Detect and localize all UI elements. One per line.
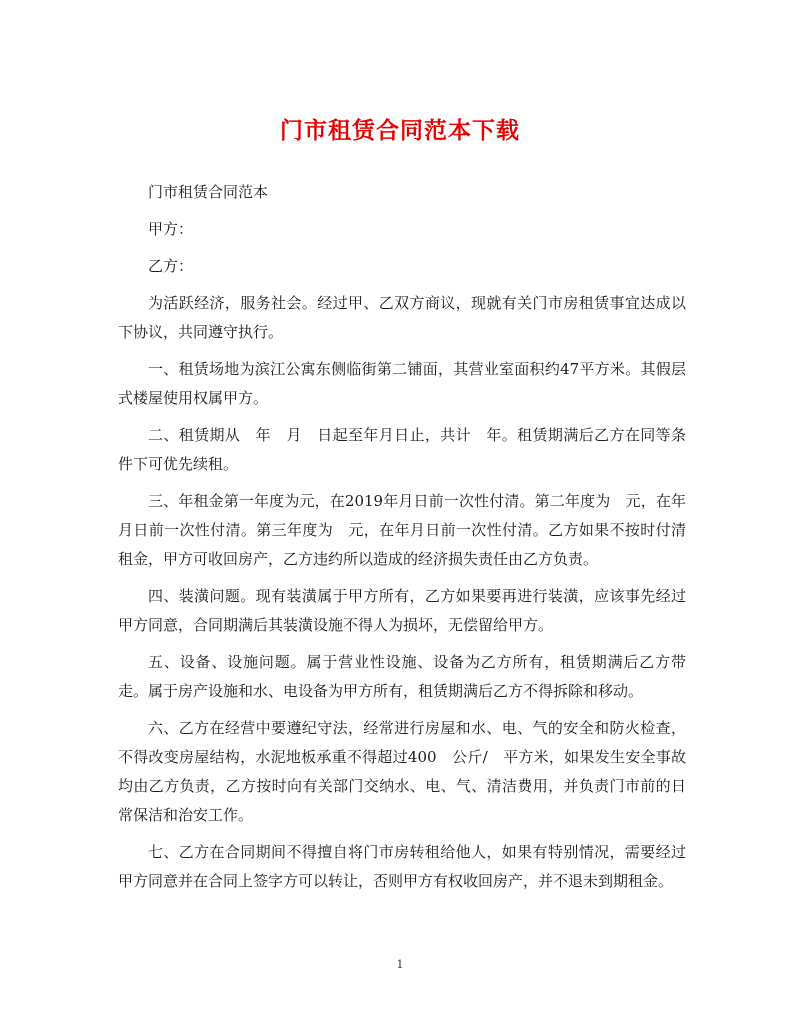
document-title: 门市租赁合同范本下载 (280, 117, 520, 144)
document-body (118, 178, 686, 904)
clause-2-paragraph: 二、租赁期从 年 月 日起至年月日止，共计 年。租赁期满后乙方在同等条件下可优先续租。 (118, 426, 686, 473)
page-number: 1 (396, 958, 404, 971)
clause-3-paragraph: 三、年租金第一年度为元，在2019年月日前一次性付清。第二年度为 元，在年月日前一次性付清。第三年度为 元，在年月日前一次性付清。乙方如果不按时付清租金，甲方可收回房产，乙方违约所以造成的经济损失责任由乙方负责。 (118, 492, 686, 568)
contract-heading: 门市租赁合同范本 (148, 183, 269, 201)
party-b-line: 乙方： (148, 257, 194, 275)
party-a-line: 甲方： (148, 220, 194, 238)
clause-1-paragraph: 一、租赁场地为滨江公寓东侧临街第二铺面，其营业室面积约47平方米。其假层式楼屋使用权属甲方。 (118, 360, 686, 407)
clause-4-paragraph: 四、装潢问题。现有装潢属于甲方所有，乙方如果要再进行装潢，应该事先经过甲方同意，合同期满后其装潢设施不得人为损坏，无偿留给甲方。 (118, 587, 686, 634)
preamble-paragraph: 为活跃经济，服务社会。经过甲、乙双方商议，现就有关门市房租赁事宜达成以下协议，共同遵守执行。 (118, 294, 686, 341)
clause-6-paragraph: 六、乙方在经营中要遵纪守法，经常进行房屋和水、电、气的安全和防火检查，不得改变房屋结构，水泥地板承重不得超过400 公斤/ 平方米，如果发生安全事故均由乙方负责，乙方按时向有关部门交纳水、电、气、清洁费用，并负责门市前的日常保洁和治安工作。 (118, 719, 686, 824)
clause-7-paragraph: 七、乙方在合同期间不得擅自将门市房转租给他人，如果有特别情况，需要经过甲方同意并在合同上签字方可以转让，否则甲方有权收回房产，并不退未到期租金。 (118, 843, 686, 890)
clause-5-paragraph: 五、设备、设施问题。属于营业性设施、设备为乙方所有，租赁期满后乙方带走。属于房产设施和水、电设备为甲方所有，租赁期满后乙方不得拆除和移动。 (118, 653, 686, 700)
